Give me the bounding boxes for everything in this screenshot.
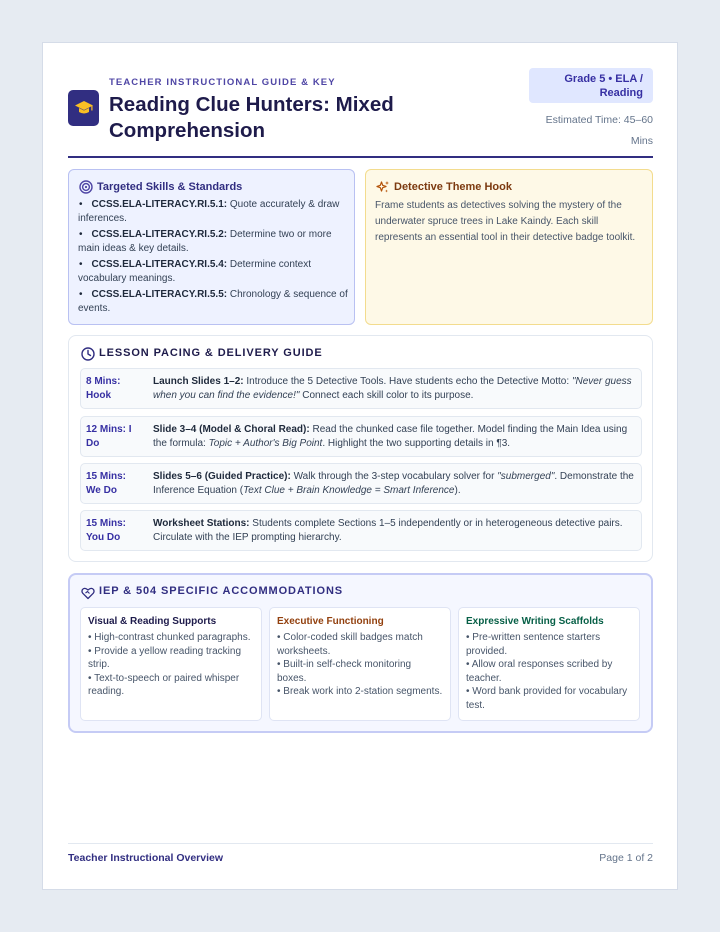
column-title: Expressive Writing Scaffolds	[466, 616, 604, 627]
accommodation-column	[458, 607, 640, 721]
column-title: Executive Functioning	[277, 616, 384, 627]
pacing-guide-section	[68, 335, 653, 562]
pacing-duration: 12 Mins: I Do	[86, 424, 132, 449]
skill-item: • CCSS.ELA-LITERACY.RI.5.1: Quote accurately & draw inferences.	[78, 198, 348, 226]
accommodation-list	[88, 631, 254, 699]
pacing-description: Worksheet Stations: Students complete Sections 1–5 independently or in heterogeneous detective pairs. Circulate with the IEP prompting hierarchy.	[153, 518, 623, 543]
pacing-duration: 15 Mins: We Do	[86, 471, 127, 496]
pacing-row	[80, 416, 642, 457]
hook-title: Detective Theme Hook	[394, 181, 512, 193]
accommodation-column	[80, 607, 262, 721]
pacing-row	[80, 510, 642, 551]
pacing-row	[80, 368, 642, 409]
list-item: • Word bank provided for vocabulary test.	[466, 686, 628, 711]
iep-title: IEP & 504 SPECIFIC ACCOMMODATIONS	[99, 585, 344, 597]
skills-title: Targeted Skills & Standards	[97, 181, 243, 193]
list-item: • High-contrast chunked paragraphs.	[88, 632, 251, 643]
list-item: • Pre-written sentence starters provided.	[466, 632, 601, 657]
page-header	[68, 68, 653, 158]
worksheet-page	[42, 42, 678, 890]
list-item: • Text-to-speech or paired whisper reading.	[88, 672, 240, 697]
pacing-description: Slide 3–4 (Model & Choral Read): Read the chunked case file together. Model finding the Main Idea using the formula: Topic + Author's Big Point. Highlight the two supporting details in ¶3.	[153, 424, 628, 449]
estimated-time: Estimated Time: 45–60 Mins	[545, 114, 653, 147]
theme-hook-card	[365, 169, 653, 325]
heart-handshake-icon	[81, 586, 95, 600]
grade-badge: Grade 5 • ELA / Reading	[529, 68, 653, 103]
page-number: Page 1 of 2	[599, 852, 653, 864]
page-footer	[68, 843, 653, 873]
accommodation-list	[277, 631, 443, 699]
pacing-description: Launch Slides 1–2: Introduce the 5 Detective Tools. Have students echo the Detective Motto: "Never guess when you can find the evidence!" Connect each skill color to its purpose.	[153, 376, 632, 401]
skills-standards-card	[68, 169, 355, 325]
list-item: • Allow oral responses scribed by teacher.	[466, 659, 613, 684]
column-title: Visual & Reading Supports	[88, 616, 217, 627]
accommodation-list	[466, 631, 632, 712]
graduation-cap-icon	[68, 90, 99, 126]
page-title: Reading Clue Hunters: Mixed Comprehension	[109, 93, 394, 142]
iep-accommodations-section	[68, 573, 653, 733]
pacing-duration: 15 Mins: You Do	[86, 518, 127, 543]
skills-list	[78, 198, 348, 318]
hook-text: Frame students as detectives solving the mystery of the underwater spruce trees in Lake Kaindy. Each skill represents an essential tool in their detective badge toolkit.	[375, 200, 636, 243]
pacing-title: LESSON PACING & DELIVERY GUIDE	[99, 347, 323, 359]
list-item: • Built-in self-check monitoring boxes.	[277, 659, 412, 684]
skill-item: • CCSS.ELA-LITERACY.RI.5.4: Determine context vocabulary meanings.	[78, 258, 348, 286]
target-icon	[79, 180, 93, 194]
list-item: • Provide a yellow reading tracking strip.	[88, 645, 242, 670]
clock-icon	[81, 347, 95, 361]
guide-kicker: TEACHER INSTRUCTIONAL GUIDE & KEY	[109, 77, 336, 88]
pacing-row	[80, 463, 642, 504]
accommodation-column	[269, 607, 451, 721]
footer-label: Teacher Instructional Overview	[68, 852, 224, 864]
pacing-description: Slides 5–6 (Guided Practice): Walk through the 3-step vocabulary solver for "submerged". Demonstrate the Inference Equation (Text Clue + Brain Knowledge = Smart Inference).	[153, 471, 634, 496]
list-item: • Color-coded skill badges match worksheets.	[277, 632, 423, 657]
skill-item: • CCSS.ELA-LITERACY.RI.5.5: Chronology & sequence of events.	[78, 288, 348, 316]
list-item: • Break work into 2-station segments.	[277, 686, 443, 697]
pacing-duration: 8 Mins: Hook	[86, 376, 121, 401]
sparkles-icon	[376, 180, 390, 194]
skill-item: • CCSS.ELA-LITERACY.RI.5.2: Determine two or more main ideas & key details.	[78, 228, 348, 256]
